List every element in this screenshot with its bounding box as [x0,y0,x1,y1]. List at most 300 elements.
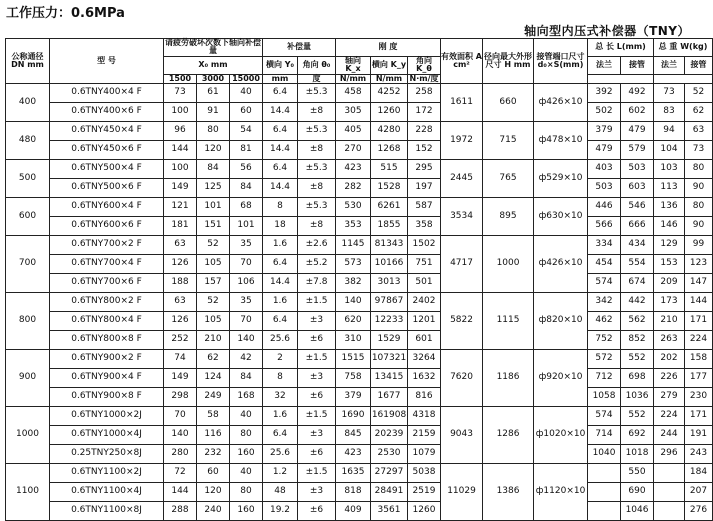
cell-length-flange [588,501,621,520]
cell-weight-pipe: 230 [685,387,713,406]
cell-stiff-lateral: 6261 [371,197,408,216]
cell-max-od: 715 [483,121,534,159]
cell-model: 0.6TNY900×8 F [50,387,164,406]
cell-pipe: ф426×10 [534,83,588,121]
cell-cycles-1500: 100 [164,159,197,178]
header-dn: 公称通径 DN mm [6,39,50,84]
cell-lateral: 8 [263,197,298,216]
header-cycles-1500: 1500 [164,74,197,83]
header-unit-nmm: N/mm [336,74,371,83]
cell-angular: ±2.6 [298,235,336,254]
header-stiff-lateral: 横向 K_y [371,56,408,74]
cell-angular: ±6 [298,330,336,349]
header-wt-pipe: 接管 [685,56,713,74]
cell-lateral: 6.4 [263,254,298,273]
header-empty-len [588,74,654,83]
cell-weight-flange: 202 [654,349,685,368]
cell-cycles-15000: 40 [230,406,263,425]
cell-length-flange: 503 [588,178,621,197]
cell-dn: 480 [6,121,50,159]
cell-lateral: 8 [263,368,298,387]
table-row [6,83,713,102]
cell-angular: ±3 [298,425,336,444]
cell-weight-pipe: 171 [685,311,713,330]
cell-angular: ±1.5 [298,349,336,368]
cell-angular: ±8 [298,140,336,159]
cell-stiff-axial: 353 [336,216,371,235]
cell-weight-pipe: 99 [685,235,713,254]
cell-cycles-15000: 54 [230,121,263,140]
table-row [6,102,713,121]
header-unit-deg: 度 [298,74,336,83]
cell-weight-pipe: 90 [685,216,713,235]
cell-length-flange: 714 [588,425,621,444]
cell-angular: ±8 [298,216,336,235]
cell-dn: 400 [6,83,50,121]
cell-angular: ±7.8 [298,273,336,292]
cell-stiff-angular: 172 [408,102,441,121]
cell-cycles-1500: 288 [164,501,197,520]
header-unit-mm: mm [263,74,298,83]
header-max-od: 径向最大外形尺寸 H mm [483,39,534,84]
cell-cycles-15000: 101 [230,216,263,235]
cell-stiff-angular: 2402 [408,292,441,311]
cell-angular: ±1.5 [298,406,336,425]
table-row [6,406,713,425]
cell-model: 0.6TNY450×4 F [50,121,164,140]
cell-cycles-1500: 149 [164,368,197,387]
cell-length-flange: 403 [588,159,621,178]
cell-cycles-15000: 106 [230,273,263,292]
cell-length-flange: 342 [588,292,621,311]
header-length: 总 长 L(mm) [588,39,654,57]
cell-angular: ±3 [298,482,336,501]
cell-dn: 900 [6,349,50,406]
cell-weight-flange: 113 [654,178,685,197]
cell-stiff-axial: 845 [336,425,371,444]
cell-length-pipe: 550 [621,463,654,482]
cell-cycles-3000: 60 [197,463,230,482]
cell-length-pipe: 562 [621,311,654,330]
cell-cycles-1500: 63 [164,235,197,254]
cell-lateral: 6.4 [263,83,298,102]
cell-max-od: 1186 [483,349,534,406]
cell-lateral: 14.4 [263,273,298,292]
cell-cycles-3000: 84 [197,159,230,178]
cell-model: 0.6TNY700×2 F [50,235,164,254]
cell-area: 9043 [441,406,483,463]
header-len-flange: 法兰 [588,56,621,74]
cell-weight-pipe: 191 [685,425,713,444]
cell-stiff-lateral: 107321 [371,349,408,368]
cell-cycles-15000: 35 [230,292,263,311]
header-axial: 横向 Y₀ [263,56,298,74]
cell-weight-flange: 209 [654,273,685,292]
header-model: 型 号 [50,39,164,84]
cell-max-od: 660 [483,83,534,121]
cell-model: 0.6TNY900×4 F [50,368,164,387]
header-stiffness: 刚 度 [336,39,441,57]
table-row [6,349,713,368]
cell-length-pipe: 852 [621,330,654,349]
cell-cycles-15000: 70 [230,311,263,330]
cell-lateral: 25.6 [263,330,298,349]
cell-lateral: 6.4 [263,159,298,178]
cell-cycles-1500: 140 [164,425,197,444]
cell-stiff-axial: 423 [336,444,371,463]
cell-stiff-axial: 423 [336,159,371,178]
header-row-1 [6,39,713,57]
cell-cycles-15000: 60 [230,102,263,121]
cell-weight-flange: 104 [654,140,685,159]
cell-stiff-axial: 573 [336,254,371,273]
cell-angular: ±6 [298,387,336,406]
cell-length-flange: 379 [588,121,621,140]
cell-stiff-angular: 501 [408,273,441,292]
cell-max-od: 1000 [483,235,534,292]
cell-model: 0.6TNY800×8 F [50,330,164,349]
cell-weight-pipe: 171 [685,406,713,425]
cell-cycles-1500: 126 [164,311,197,330]
cell-angular: ±3 [298,311,336,330]
cell-cycles-1500: 121 [164,197,197,216]
cell-angular: ±6 [298,444,336,463]
cell-model: 0.6TNY1000×2J [50,406,164,425]
table-row [6,178,713,197]
cell-stiff-angular: 4318 [408,406,441,425]
cell-lateral: 18 [263,216,298,235]
cell-length-flange [588,463,621,482]
cell-cycles-3000: 249 [197,387,230,406]
cell-weight-flange: 244 [654,425,685,444]
cell-length-pipe: 690 [621,482,654,501]
cell-lateral: 6.4 [263,121,298,140]
cell-model: 0.6TNY1100×4J [50,482,164,501]
cell-stiff-axial: 818 [336,482,371,501]
cell-pipe: ф1120×10 [534,463,588,520]
cell-cycles-15000: 160 [230,444,263,463]
cell-cycles-3000: 105 [197,311,230,330]
cell-lateral: 2 [263,349,298,368]
cell-length-pipe: 666 [621,216,654,235]
compensator-spec-table [5,38,713,521]
cell-weight-flange: 263 [654,330,685,349]
cell-weight-pipe: 52 [685,83,713,102]
cell-lateral: 6.4 [263,311,298,330]
cell-weight-flange: 146 [654,216,685,235]
cell-stiff-axial: 305 [336,102,371,121]
header-wt-flange: 法兰 [654,56,685,74]
cell-length-pipe: 479 [621,121,654,140]
cell-weight-flange [654,501,685,520]
cell-weight-flange: 296 [654,444,685,463]
cell-angular: ±5.3 [298,197,336,216]
cell-weight-flange [654,482,685,501]
header-unit-nmm2: N/mm [371,74,408,83]
cell-cycles-3000: 125 [197,178,230,197]
cell-weight-pipe: 207 [685,482,713,501]
cell-weight-flange: 73 [654,83,685,102]
cell-model: 0.6TNY500×4 F [50,159,164,178]
cell-stiff-axial: 758 [336,368,371,387]
cell-model: 0.6TNY600×6 F [50,216,164,235]
cell-length-pipe: 674 [621,273,654,292]
cell-stiff-angular: 1260 [408,501,441,520]
cell-length-pipe: 602 [621,102,654,121]
cell-length-pipe: 546 [621,197,654,216]
cell-stiff-angular: 816 [408,387,441,406]
cell-cycles-15000: 40 [230,83,263,102]
cell-cycles-1500: 298 [164,387,197,406]
cell-stiff-axial: 530 [336,197,371,216]
cell-weight-flange: 103 [654,159,685,178]
cell-max-od: 765 [483,159,534,197]
cell-lateral: 6.4 [263,425,298,444]
cell-stiff-axial: 382 [336,273,371,292]
table-row [6,140,713,159]
header-area: 有效面积 A cm² [441,39,483,84]
cell-model: 0.6TNY800×2 F [50,292,164,311]
cell-stiff-lateral: 81343 [371,235,408,254]
cell-length-flange: 566 [588,216,621,235]
cell-stiff-angular: 358 [408,216,441,235]
cell-cycles-1500: 126 [164,254,197,273]
header-stiff-axial: 轴向 K_x [336,56,371,74]
cell-weight-pipe: 80 [685,159,713,178]
cell-stiff-angular: 2159 [408,425,441,444]
cell-model: 0.6TNY900×2 F [50,349,164,368]
cell-dn: 800 [6,292,50,349]
cell-stiff-axial: 379 [336,387,371,406]
cell-weight-pipe: 73 [685,140,713,159]
cell-weight-pipe: 123 [685,254,713,273]
cell-stiff-angular: 152 [408,140,441,159]
working-pressure-label: 工作压力：0.6MPa [6,6,125,21]
cell-cycles-1500: 74 [164,349,197,368]
cell-pipe: ф1020×10 [534,406,588,463]
cell-weight-flange: 224 [654,406,685,425]
cell-pipe: ф920×10 [534,349,588,406]
cell-cycles-1500: 144 [164,140,197,159]
cell-cycles-3000: 101 [197,197,230,216]
cell-stiff-lateral: 20239 [371,425,408,444]
cell-cycles-1500: 252 [164,330,197,349]
cell-pipe: ф529×10 [534,159,588,197]
cell-cycles-3000: 232 [197,444,230,463]
cell-lateral: 1.6 [263,292,298,311]
cell-stiff-angular: 228 [408,121,441,140]
cell-stiff-axial: 270 [336,140,371,159]
cell-stiff-angular: 751 [408,254,441,273]
cell-cycles-15000: 70 [230,254,263,273]
cell-stiff-lateral: 97867 [371,292,408,311]
cell-weight-flange: 83 [654,102,685,121]
cell-dn: 700 [6,235,50,292]
cell-weight-flange: 173 [654,292,685,311]
cell-angular: ±3 [298,368,336,387]
cell-length-pipe: 554 [621,254,654,273]
cell-cycles-15000: 80 [230,425,263,444]
cell-pipe: ф630×10 [534,197,588,235]
cell-stiff-lateral: 3013 [371,273,408,292]
cell-stiff-angular: 1632 [408,368,441,387]
cell-stiff-angular: 5038 [408,463,441,482]
cell-weight-pipe: 144 [685,292,713,311]
cell-cycles-3000: 240 [197,501,230,520]
header-fatigue: 请疲劳破坏次数下轴向补偿量 [165,38,261,56]
cell-angular: ±8 [298,102,336,121]
cell-stiff-lateral: 4252 [371,83,408,102]
cell-stiff-lateral: 515 [371,159,408,178]
table-title: 轴向型内压式补偿器（TNY） [524,24,690,38]
cell-cycles-15000: 84 [230,368,263,387]
cell-model: 0.6TNY450×6 F [50,140,164,159]
cell-stiff-lateral: 1268 [371,140,408,159]
cell-cycles-1500: 188 [164,273,197,292]
cell-pipe: ф820×10 [534,292,588,349]
cell-weight-flange [654,463,685,482]
cell-stiff-lateral: 10166 [371,254,408,273]
cell-length-pipe: 1036 [621,387,654,406]
table-row [6,292,713,311]
table-row [6,425,713,444]
cell-cycles-1500: 149 [164,178,197,197]
cell-length-flange: 334 [588,235,621,254]
cell-stiff-lateral: 1677 [371,387,408,406]
cell-length-pipe: 552 [621,406,654,425]
cell-area: 2445 [441,159,483,197]
cell-model: 0.6TNY800×4 F [50,311,164,330]
cell-lateral: 25.6 [263,444,298,463]
cell-lateral: 32 [263,387,298,406]
cell-cycles-15000: 68 [230,197,263,216]
cell-stiff-lateral: 27297 [371,463,408,482]
cell-cycles-15000: 35 [230,235,263,254]
cell-cycles-15000: 42 [230,349,263,368]
cell-stiff-axial: 1635 [336,463,371,482]
cell-stiff-lateral: 1529 [371,330,408,349]
cell-area: 4717 [441,235,483,292]
cell-model: 0.6TNY400×4 F [50,83,164,102]
cell-weight-flange: 226 [654,368,685,387]
cell-cycles-1500: 72 [164,463,197,482]
cell-length-pipe: 603 [621,178,654,197]
cell-cycles-15000: 80 [230,482,263,501]
table-row [6,235,713,254]
header-compensation: 补偿量 [263,39,336,57]
cell-cycles-3000: 105 [197,254,230,273]
cell-cycles-15000: 160 [230,501,263,520]
cell-lateral: 1.6 [263,406,298,425]
cell-max-od: 1286 [483,406,534,463]
cell-max-od: 1386 [483,463,534,520]
cell-area: 5822 [441,292,483,349]
cell-cycles-1500: 144 [164,482,197,501]
cell-length-flange: 574 [588,406,621,425]
cell-weight-pipe: 184 [685,463,713,482]
cell-length-pipe: 698 [621,368,654,387]
header-empty-wt [654,74,713,83]
cell-weight-flange: 153 [654,254,685,273]
cell-stiff-lateral: 12233 [371,311,408,330]
cell-angular: ±5.2 [298,254,336,273]
table-row [6,197,713,216]
table-row [6,159,713,178]
cell-cycles-15000: 40 [230,463,263,482]
table-row [6,121,713,140]
cell-cycles-1500: 70 [164,406,197,425]
cell-cycles-3000: 120 [197,140,230,159]
table-row [6,463,713,482]
cell-cycles-15000: 84 [230,178,263,197]
cell-length-flange: 1040 [588,444,621,463]
cell-stiff-lateral: 1260 [371,102,408,121]
cell-cycles-3000: 91 [197,102,230,121]
cell-weight-flange: 210 [654,311,685,330]
cell-lateral: 14.4 [263,102,298,121]
cell-stiff-angular: 258 [408,83,441,102]
cell-angular: ±5.3 [298,159,336,178]
cell-stiff-axial: 1690 [336,406,371,425]
cell-model: 0.6TNY600×4 F [50,197,164,216]
cell-pipe: ф426×10 [534,235,588,292]
cell-length-pipe: 492 [621,83,654,102]
cell-stiff-lateral: 2530 [371,444,408,463]
cell-stiff-axial: 409 [336,501,371,520]
cell-stiff-lateral: 13415 [371,368,408,387]
cell-stiff-lateral: 1855 [371,216,408,235]
header-unit-nm: N·m/度 [408,74,441,83]
cell-cycles-3000: 151 [197,216,230,235]
cell-stiff-axial: 620 [336,311,371,330]
cell-dn: 1100 [6,463,50,520]
cell-cycles-15000: 168 [230,387,263,406]
cell-dn: 1000 [6,406,50,463]
cell-weight-pipe: 62 [685,102,713,121]
cell-length-pipe: 692 [621,425,654,444]
cell-length-pipe: 442 [621,292,654,311]
cell-cycles-3000: 52 [197,235,230,254]
cell-angular: ±5.3 [298,121,336,140]
cell-length-flange: 454 [588,254,621,273]
cell-cycles-3000: 80 [197,121,230,140]
cell-length-flange: 752 [588,330,621,349]
cell-angular: ±8 [298,178,336,197]
cell-weight-pipe: 158 [685,349,713,368]
cell-cycles-15000: 140 [230,330,263,349]
table-row [6,254,713,273]
cell-area: 3534 [441,197,483,235]
cell-cycles-3000: 210 [197,330,230,349]
cell-length-flange: 1058 [588,387,621,406]
cell-length-pipe: 579 [621,140,654,159]
header-len-pipe: 接管 [621,56,654,74]
cell-max-od: 1115 [483,292,534,349]
cell-weight-flange: 129 [654,235,685,254]
table-row [6,387,713,406]
cell-stiff-angular: 197 [408,178,441,197]
cell-weight-pipe: 80 [685,197,713,216]
table-row [6,368,713,387]
cell-stiff-lateral: 161908 [371,406,408,425]
cell-stiff-lateral: 28491 [371,482,408,501]
table-body [6,83,713,520]
cell-length-flange [588,482,621,501]
cell-weight-flange: 94 [654,121,685,140]
cell-cycles-1500: 181 [164,216,197,235]
cell-model: 0.6TNY700×6 F [50,273,164,292]
cell-cycles-3000: 124 [197,368,230,387]
